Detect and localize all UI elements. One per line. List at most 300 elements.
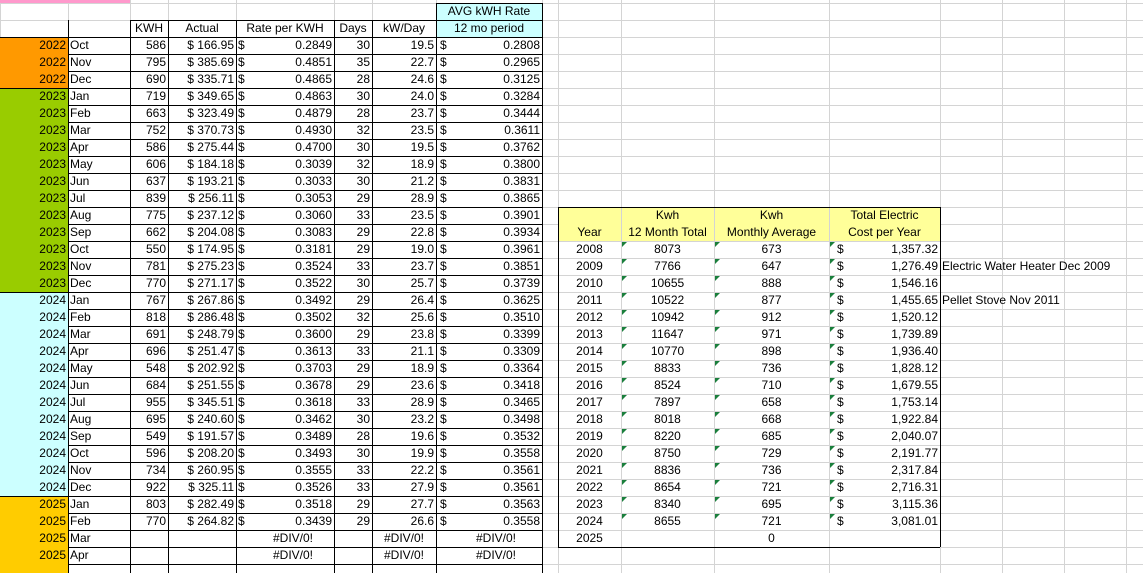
year-row-note[interactable] [940, 394, 1143, 411]
row-kwh[interactable]: 663 [145, 106, 166, 120]
header-rate[interactable]: Rate per KWH [246, 21, 324, 35]
row-actual[interactable]: $ 385.69 [187, 55, 234, 69]
row-avg-currency[interactable]: $ [440, 514, 447, 528]
row-actual[interactable]: $ 208.20 [187, 446, 234, 460]
row-rate-currency[interactable]: $ [238, 174, 245, 188]
year-row-note[interactable]: Electric Water Heater Dec 2009 [942, 259, 1111, 273]
year-row-note[interactable] [940, 445, 1143, 462]
row-avg-currency[interactable]: $ [440, 140, 447, 154]
row-kw-per-day[interactable]: 19.6 [410, 429, 434, 443]
year-row-cost[interactable]: 1,922.84 [891, 412, 938, 426]
row-days[interactable]: 30 [356, 38, 370, 52]
year-row-year[interactable]: 2025 [576, 531, 603, 545]
header-year[interactable]: Year [577, 225, 602, 239]
row-rate[interactable]: 0.3502 [295, 310, 332, 324]
row-rate-currency[interactable]: $ [238, 89, 245, 103]
year-row-year[interactable]: 2015 [576, 361, 603, 375]
row-kw-per-day[interactable]: 23.7 [410, 106, 434, 120]
year-row-note[interactable] [940, 530, 1143, 547]
row-avg-currency[interactable]: $ [440, 38, 447, 52]
row-avg-currency[interactable]: $ [440, 378, 447, 392]
row-avg-rate[interactable]: 0.3611 [504, 123, 540, 137]
year-row-monthly-avg[interactable]: 888 [761, 276, 782, 290]
row-avg-rate[interactable]: 0.3399 [503, 327, 540, 341]
row-year[interactable]: 2023 [39, 123, 66, 137]
row-rate-currency[interactable]: $ [238, 225, 245, 239]
row-actual[interactable]: $ 204.08 [187, 225, 234, 239]
row-rate-currency[interactable]: $ [238, 38, 245, 52]
row-month[interactable]: Mar [70, 123, 91, 137]
row-actual[interactable]: $ 193.21 [187, 174, 234, 188]
year-row-total[interactable]: 10522 [650, 293, 685, 307]
year-row-cost-currency[interactable]: $ [837, 276, 844, 290]
row-month[interactable]: Jul [70, 191, 86, 205]
year-row-total[interactable] [621, 530, 714, 547]
row-rate[interactable]: 0.3524 [295, 259, 332, 273]
row-year[interactable]: 2025 [39, 548, 66, 562]
year-row-total[interactable]: 8073 [654, 242, 681, 256]
year-row-monthly-avg[interactable]: 695 [761, 497, 782, 511]
row-month[interactable]: Apr [70, 140, 89, 154]
row-actual[interactable] [168, 530, 236, 547]
year-row-year[interactable]: 2019 [576, 429, 603, 443]
row-rate-currency[interactable] [236, 530, 252, 547]
row-month[interactable]: Sep [70, 429, 92, 443]
row-kwh[interactable]: 586 [145, 140, 166, 154]
row-avg-currency[interactable]: $ [440, 429, 447, 443]
row-actual[interactable]: $ 202.92 [187, 361, 234, 375]
row-avg-currency[interactable]: $ [440, 480, 447, 494]
year-row-total[interactable]: 10655 [650, 276, 685, 290]
year-row-total[interactable]: 8220 [654, 429, 681, 443]
row-avg-rate[interactable]: 0.3851 [503, 259, 540, 273]
row-year[interactable]: 2023 [39, 242, 66, 256]
row-rate-currency[interactable]: $ [238, 429, 245, 443]
year-row-cost[interactable]: 1,753.14 [891, 395, 938, 409]
row-avg-currency[interactable]: $ [440, 123, 447, 137]
row-kwh[interactable]: 719 [145, 89, 166, 103]
row-month[interactable]: Dec [70, 480, 92, 494]
row-days[interactable]: 29 [356, 191, 370, 205]
year-row-note[interactable] [940, 496, 1143, 513]
row-kw-per-day[interactable]: 23.6 [410, 378, 434, 392]
row-rate[interactable]: 0.4865 [295, 72, 332, 86]
row-kwh[interactable]: 839 [145, 191, 166, 205]
year-row-note[interactable] [940, 462, 1143, 479]
row-kwh[interactable]: 691 [145, 327, 166, 341]
row-month[interactable]: Dec [70, 276, 92, 290]
year-row-monthly-avg[interactable]: 710 [761, 378, 782, 392]
year-row-cost[interactable]: 1,357.32 [891, 242, 938, 256]
row-kw-per-day[interactable]: 28.9 [410, 395, 434, 409]
row-month[interactable]: Mar [70, 531, 91, 545]
year-row-total[interactable]: 8340 [654, 497, 681, 511]
row-days[interactable]: 30 [356, 446, 370, 460]
row-rate[interactable]: 0.3053 [295, 191, 332, 205]
year-row-cost-currency[interactable]: $ [837, 327, 844, 341]
row-days[interactable]: 29 [356, 378, 370, 392]
row-days[interactable]: 30 [356, 174, 370, 188]
row-avg-rate[interactable]: 0.3625 [503, 293, 540, 307]
row-kw-per-day[interactable]: 18.9 [410, 361, 434, 375]
row-rate[interactable]: 0.3555 [295, 463, 332, 477]
row-kw-per-day[interactable]: 19.5 [410, 38, 434, 52]
header-avg-line2[interactable]: 12 mo period [453, 21, 525, 35]
year-row-cost-currency[interactable]: $ [837, 497, 844, 511]
row-days[interactable]: 30 [356, 140, 370, 154]
row-year[interactable]: 2023 [39, 140, 66, 154]
row-avg-currency[interactable]: $ [440, 259, 447, 273]
header-avg-line1[interactable]: AVG kWH Rate [447, 4, 531, 18]
row-days[interactable]: 29 [356, 327, 370, 341]
row-year[interactable]: 2023 [39, 225, 66, 239]
year-row-cost[interactable]: 1,828.12 [891, 361, 938, 375]
row-avg-rate[interactable]: 0.3739 [503, 276, 540, 290]
row-year[interactable]: 2022 [39, 72, 66, 86]
row-avg-currency[interactable]: $ [440, 174, 447, 188]
row-actual[interactable]: $ 267.86 [187, 293, 234, 307]
row-rate-currency[interactable]: $ [238, 157, 245, 171]
row-actual[interactable]: $ 370.73 [187, 123, 234, 137]
row-kwh[interactable]: 803 [145, 497, 166, 511]
row-rate-currency[interactable]: $ [238, 123, 245, 137]
year-row-cost[interactable]: 1,936.40 [891, 344, 938, 358]
row-days[interactable]: 28 [356, 106, 370, 120]
row-rate[interactable]: 0.3678 [295, 378, 332, 392]
row-year[interactable]: 2024 [39, 480, 66, 494]
year-row-monthly-avg[interactable]: 658 [761, 395, 782, 409]
row-actual[interactable]: $ 240.60 [187, 412, 234, 426]
row-actual[interactable]: $ 271.17 [187, 276, 234, 290]
row-kwh[interactable]: 734 [145, 463, 166, 477]
row-actual[interactable]: $ 237.12 [187, 208, 234, 222]
row-avg-rate[interactable]: 0.3865 [503, 191, 540, 205]
row-year[interactable]: 2022 [39, 55, 66, 69]
year-row-total[interactable]: 8654 [654, 480, 681, 494]
row-avg-rate[interactable]: 0.3831 [503, 174, 540, 188]
row-month[interactable]: Jan [70, 293, 90, 307]
row-rate[interactable]: 0.3060 [295, 208, 332, 222]
row-actual[interactable]: $ 166.95 [187, 38, 234, 52]
row-rate[interactable]: 0.3600 [295, 327, 332, 341]
row-days[interactable]: 29 [356, 225, 370, 239]
year-row-year[interactable]: 2014 [576, 344, 603, 358]
row-avg-currency[interactable]: $ [440, 89, 447, 103]
year-row-total[interactable]: 8655 [654, 514, 681, 528]
row-kw-per-day[interactable]: 22.8 [410, 225, 434, 239]
row-year[interactable]: 2023 [39, 276, 66, 290]
header-kwday[interactable]: kW/Day [383, 21, 425, 35]
row-month[interactable]: Jul [70, 395, 86, 409]
year-row-cost[interactable]: 2,040.07 [891, 429, 938, 443]
row-kw-per-day[interactable]: 25.7 [410, 276, 434, 290]
year-row-year[interactable]: 2016 [576, 378, 603, 392]
row-avg-rate[interactable]: 0.3563 [503, 497, 540, 511]
year-row-monthly-avg[interactable]: 898 [761, 344, 782, 358]
row-days[interactable]: 32 [356, 157, 370, 171]
row-month[interactable]: May [70, 157, 93, 171]
year-row-cost[interactable]: 1,276.49 [891, 259, 938, 273]
row-year[interactable]: 2023 [39, 208, 66, 222]
year-row-note[interactable] [940, 513, 1143, 530]
row-avg-currency[interactable]: $ [440, 344, 447, 358]
year-row-note[interactable] [940, 326, 1143, 343]
row-actual[interactable]: $ 264.82 [187, 514, 234, 528]
row-month[interactable]: Oct [70, 38, 89, 52]
year-row-monthly-avg[interactable]: 721 [761, 514, 782, 528]
header-kwh[interactable]: KWH [135, 21, 163, 35]
row-year[interactable]: 2024 [39, 310, 66, 324]
row-kw-per-day[interactable]: #DIV/0! [383, 548, 425, 562]
header-cost-line2[interactable]: Cost per Year [848, 225, 921, 239]
year-row-monthly-avg[interactable]: 685 [761, 429, 782, 443]
row-kw-per-day[interactable]: 21.2 [410, 174, 434, 188]
row-year[interactable]: 2024 [39, 293, 66, 307]
year-row-total[interactable]: 10942 [650, 310, 685, 324]
year-row-monthly-avg[interactable]: 971 [761, 327, 782, 341]
row-rate-currency[interactable]: $ [238, 378, 245, 392]
row-kwh[interactable]: 955 [145, 395, 166, 409]
row-kwh[interactable]: 781 [145, 259, 166, 273]
row-avg-rate[interactable]: 0.2965 [503, 55, 540, 69]
row-kwh[interactable]: 767 [145, 293, 166, 307]
row-avg-rate[interactable]: 0.3444 [503, 106, 540, 120]
row-kwh[interactable]: 596 [145, 446, 166, 460]
year-row-monthly-avg[interactable]: 668 [761, 412, 782, 426]
row-rate[interactable]: 0.3518 [295, 497, 332, 511]
year-row-year[interactable]: 2020 [576, 446, 603, 460]
row-rate[interactable]: 0.3526 [295, 480, 332, 494]
row-rate-currency[interactable]: $ [238, 497, 245, 511]
row-avg-rate[interactable]: 0.3510 [503, 310, 540, 324]
row-kwh[interactable]: 818 [145, 310, 166, 324]
year-row-cost[interactable]: 3,081.01 [891, 514, 938, 528]
row-days[interactable]: 33 [356, 480, 370, 494]
row-avg-currency[interactable]: $ [440, 55, 447, 69]
row-month[interactable]: Feb [70, 514, 91, 528]
row-kwh[interactable]: 586 [145, 38, 166, 52]
year-row-cost[interactable]: 1,739.89 [891, 327, 938, 341]
row-month[interactable]: Nov [70, 463, 92, 477]
row-rate[interactable]: 0.4851 [295, 55, 332, 69]
year-row-cost[interactable]: 2,716.31 [891, 480, 938, 494]
row-kwh[interactable]: 795 [145, 55, 166, 69]
row-year[interactable]: 2023 [39, 89, 66, 103]
row-days[interactable]: 32 [356, 123, 370, 137]
row-month[interactable]: Jun [70, 174, 90, 188]
row-kw-per-day[interactable]: 23.5 [410, 123, 434, 137]
row-kw-per-day[interactable]: 27.7 [410, 497, 434, 511]
row-days[interactable]: 33 [356, 208, 370, 222]
row-rate[interactable]: 0.4879 [295, 106, 332, 120]
row-avg-rate[interactable]: 0.3800 [503, 157, 540, 171]
year-row-cost-currency[interactable]: $ [837, 463, 844, 477]
year-row-total[interactable]: 7766 [654, 259, 681, 273]
row-avg-rate[interactable]: 0.3561 [503, 463, 540, 477]
year-row-total[interactable]: 8018 [654, 412, 681, 426]
row-kw-per-day[interactable]: 26.4 [410, 293, 434, 307]
row-rate-currency[interactable]: $ [238, 514, 245, 528]
row-avg-currency[interactable]: $ [440, 191, 447, 205]
row-month[interactable]: Nov [70, 55, 92, 69]
year-row-note[interactable] [940, 241, 1143, 258]
year-row-note[interactable] [940, 343, 1143, 360]
row-actual[interactable]: $ 335.71 [187, 72, 234, 86]
row-rate-currency[interactable]: $ [238, 259, 245, 273]
row-year[interactable]: 2023 [39, 259, 66, 273]
row-kwh[interactable]: 690 [145, 72, 166, 86]
row-rate[interactable]: 0.3492 [295, 293, 332, 307]
row-actual[interactable] [168, 547, 236, 564]
year-row-monthly-avg[interactable]: 877 [761, 293, 782, 307]
row-avg-rate[interactable]: 0.3309 [503, 344, 540, 358]
row-rate[interactable]: 0.3618 [295, 395, 332, 409]
row-avg-currency[interactable]: $ [440, 463, 447, 477]
year-row-cost-currency[interactable]: $ [837, 395, 844, 409]
row-kw-per-day[interactable]: 19.9 [410, 446, 434, 460]
row-rate-currency[interactable]: $ [238, 344, 245, 358]
row-actual[interactable]: $ 256.11 [188, 191, 234, 205]
row-rate-currency[interactable]: $ [238, 208, 245, 222]
row-avg-rate[interactable]: #DIV/0! [475, 548, 517, 562]
year-row-year[interactable]: 2018 [576, 412, 603, 426]
row-actual[interactable]: $ 174.95 [187, 242, 234, 256]
row-rate[interactable]: #DIV/0! [272, 531, 314, 545]
year-row-cost-currency[interactable]: $ [837, 446, 844, 460]
row-rate-currency[interactable]: $ [238, 327, 245, 341]
year-row-cost-currency[interactable] [835, 530, 853, 547]
row-rate[interactable]: 0.4930 [295, 123, 332, 137]
year-row-cost[interactable]: 3,115.36 [892, 497, 938, 511]
row-kw-per-day[interactable]: 27.9 [410, 480, 434, 494]
year-row-cost-currency[interactable]: $ [837, 378, 844, 392]
row-rate-currency[interactable]: $ [238, 412, 245, 426]
row-month[interactable]: Apr [70, 548, 89, 562]
row-rate-currency[interactable]: $ [238, 191, 245, 205]
row-avg-currency[interactable]: $ [440, 106, 447, 120]
year-row-total[interactable]: 8833 [654, 361, 681, 375]
row-month[interactable]: May [70, 361, 93, 375]
row-kw-per-day[interactable]: 23.5 [410, 208, 434, 222]
row-rate[interactable]: 0.3613 [295, 344, 332, 358]
year-row-cost-currency[interactable]: $ [837, 242, 844, 256]
year-row-year[interactable]: 2022 [576, 480, 603, 494]
row-kw-per-day[interactable]: 23.2 [410, 412, 434, 426]
row-month[interactable]: Dec [70, 72, 92, 86]
row-actual[interactable]: $ 275.23 [187, 259, 234, 273]
header-cost-line1[interactable]: Total Electric [850, 208, 919, 222]
row-actual[interactable]: $ 184.18 [187, 157, 234, 171]
year-row-year[interactable]: 2011 [576, 293, 603, 307]
row-days[interactable] [334, 530, 372, 547]
row-avg-rate[interactable]: 0.3561 [503, 480, 540, 494]
year-row-cost[interactable]: 2,191.77 [891, 446, 938, 460]
row-month[interactable]: Jan [70, 89, 90, 103]
year-row-total[interactable]: 11647 [651, 327, 684, 341]
row-kwh[interactable] [130, 530, 168, 547]
header-kwh-total-line1[interactable]: Kwh [655, 208, 680, 222]
year-row-cost[interactable]: 2,317.84 [891, 463, 938, 477]
row-rate-currency[interactable]: $ [238, 55, 245, 69]
row-actual[interactable]: $ 248.79 [187, 327, 234, 341]
year-row-year[interactable]: 2017 [576, 395, 603, 409]
row-avg-rate[interactable]: 0.3961 [503, 242, 540, 256]
row-kwh[interactable]: 637 [145, 174, 166, 188]
header-days[interactable]: Days [339, 21, 367, 35]
year-row-year[interactable]: 2010 [576, 276, 603, 290]
row-month[interactable]: Oct [70, 242, 89, 256]
row-rate[interactable]: 0.3462 [295, 412, 332, 426]
year-row-total[interactable]: 10770 [650, 344, 685, 358]
row-rate[interactable]: 0.3489 [295, 429, 332, 443]
year-row-cost-currency[interactable]: $ [837, 344, 844, 358]
year-row-cost-currency[interactable]: $ [837, 429, 844, 443]
row-kw-per-day[interactable]: 25.6 [410, 310, 434, 324]
row-year[interactable]: 2024 [39, 429, 66, 443]
row-rate[interactable]: 0.3522 [295, 276, 332, 290]
year-row-total[interactable]: 8524 [654, 378, 681, 392]
row-avg-currency[interactable]: $ [440, 242, 447, 256]
row-days[interactable]: 33 [356, 259, 370, 273]
row-month[interactable]: Jun [70, 378, 90, 392]
row-month[interactable]: Feb [70, 310, 91, 324]
row-kwh[interactable]: 662 [145, 225, 166, 239]
row-rate-currency[interactable]: $ [238, 72, 245, 86]
row-avg-rate[interactable]: 0.3901 [503, 208, 540, 222]
row-rate-currency[interactable]: $ [238, 310, 245, 324]
row-year[interactable]: 2024 [39, 327, 66, 341]
year-row-cost-currency[interactable]: $ [837, 361, 844, 375]
year-row-monthly-avg[interactable]: 912 [761, 310, 782, 324]
row-actual[interactable]: $ 345.51 [187, 395, 234, 409]
row-days[interactable]: 33 [356, 463, 370, 477]
year-row-cost-currency[interactable]: $ [837, 310, 844, 324]
row-days[interactable]: 28 [356, 72, 370, 86]
year-row-note[interactable] [940, 377, 1143, 394]
row-days[interactable]: 35 [356, 55, 370, 69]
year-row-note[interactable] [940, 275, 1143, 292]
year-row-monthly-avg[interactable]: 736 [761, 361, 782, 375]
header-monthly-avg-line1[interactable]: Kwh [759, 208, 784, 222]
row-rate-currency[interactable] [236, 547, 252, 564]
year-row-cost-currency[interactable]: $ [837, 412, 844, 426]
row-month[interactable]: Mar [70, 327, 91, 341]
row-rate-currency[interactable]: $ [238, 242, 245, 256]
row-days[interactable] [334, 547, 372, 564]
row-days[interactable]: 30 [356, 276, 370, 290]
row-rate[interactable]: 0.3039 [295, 157, 332, 171]
row-avg-rate[interactable]: 0.3418 [503, 378, 540, 392]
row-days[interactable]: 30 [356, 89, 370, 103]
row-year[interactable]: 2025 [39, 531, 66, 545]
row-kw-per-day[interactable]: 19.0 [410, 242, 434, 256]
row-avg-currency[interactable]: $ [440, 310, 447, 324]
row-rate[interactable]: 0.3703 [295, 361, 332, 375]
row-avg-currency[interactable]: $ [440, 72, 447, 86]
row-avg-currency[interactable]: $ [440, 361, 447, 375]
row-actual[interactable]: $ 251.47 [187, 344, 234, 358]
row-kw-per-day[interactable]: 23.8 [410, 327, 434, 341]
row-days[interactable]: 29 [356, 293, 370, 307]
row-rate[interactable]: 0.4863 [295, 89, 332, 103]
row-actual[interactable]: $ 251.55 [187, 378, 234, 392]
year-row-note[interactable] [940, 309, 1143, 326]
row-rate[interactable]: 0.3181 [295, 242, 332, 256]
year-row-note[interactable] [940, 411, 1143, 428]
year-row-monthly-avg[interactable]: 0 [768, 531, 775, 545]
row-avg-currency[interactable]: $ [440, 157, 447, 171]
row-kwh[interactable] [130, 547, 168, 564]
